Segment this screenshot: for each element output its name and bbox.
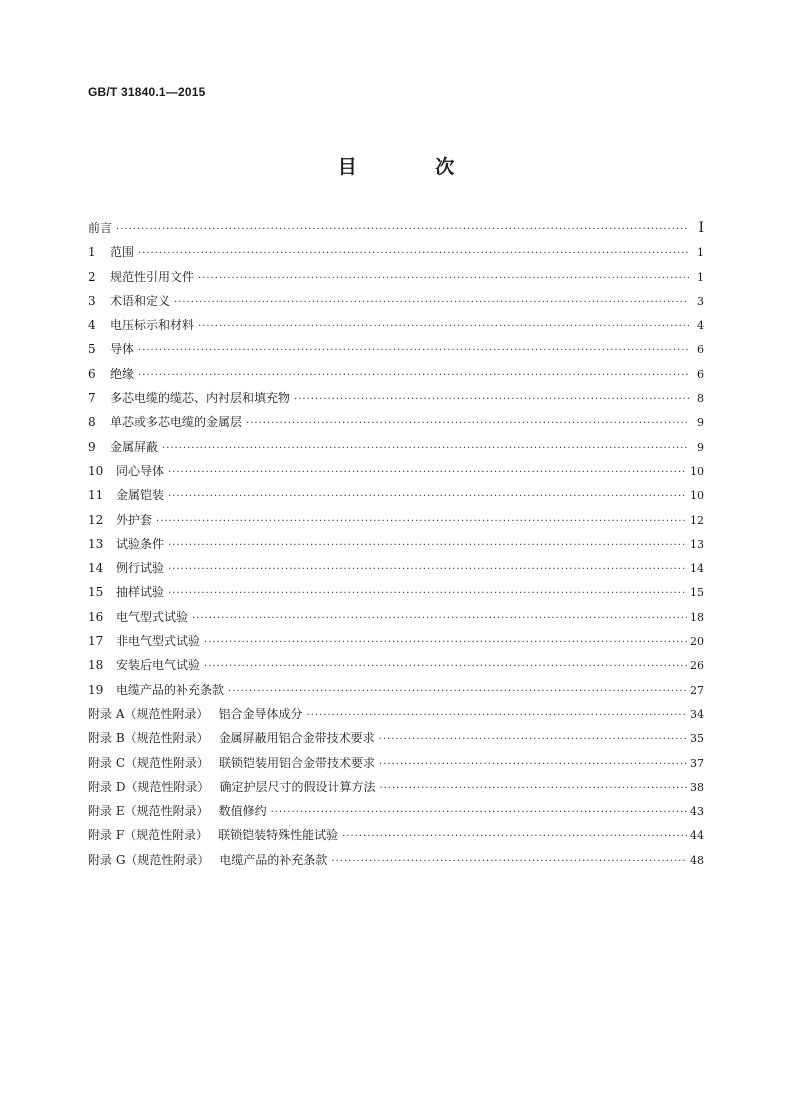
toc-entry[interactable]: [88, 265, 704, 289]
toc-entry-page: 6: [697, 343, 704, 357]
toc-leader-dots: [307, 704, 688, 728]
toc-entry-label: [88, 823, 338, 847]
toc-entry-title: 电缆产品的补充条款: [219, 852, 328, 867]
toc-entry[interactable]: [88, 337, 704, 361]
toc-leader-dots: [192, 607, 687, 631]
toc-leader-dots: [228, 680, 687, 704]
toc-leader-dots: [204, 631, 687, 655]
toc-entry[interactable]: [88, 605, 704, 629]
toc-entry-title: 电压标示和材料: [110, 318, 195, 333]
toc-entry-number: 9: [88, 439, 96, 454]
toc-entry-page: 12: [690, 513, 704, 527]
toc-leader-dots: [294, 388, 689, 412]
toc-entry-number: 4: [88, 318, 96, 333]
toc-entry-number: 16: [88, 609, 104, 624]
toc-entry-title: 外护套: [116, 512, 153, 527]
toc-entry-page: 37: [690, 756, 704, 770]
toc-entry-label: [88, 726, 375, 750]
toc-entry-number: 14: [88, 561, 104, 576]
toc-entry-page: 6: [697, 367, 704, 381]
toc-entry[interactable]: [88, 556, 704, 580]
toc-leader-dots: [379, 753, 687, 777]
toc-entry-label: [88, 580, 164, 604]
toc-entry-label: [88, 386, 290, 410]
toc-entry-page: 4: [697, 319, 704, 333]
toc-entry[interactable]: [88, 532, 704, 556]
toc-entry-number: 19: [88, 682, 104, 697]
toc-leader-dots: [342, 825, 687, 849]
toc-leader-dots: [331, 850, 687, 874]
toc-entry-page: 13: [690, 537, 704, 551]
toc-entry-title: 金属屏蔽: [110, 439, 159, 454]
toc-entry-page: 35: [690, 732, 704, 746]
toc-entry-title: 导体: [110, 342, 135, 357]
toc-entry-number: 附录 D（规范性附录）: [88, 779, 210, 794]
toc-entry-page: 18: [690, 610, 704, 624]
toc-entry-page: 26: [690, 659, 704, 673]
toc-leader-dots: [156, 510, 687, 534]
toc-entry-page: 1: [697, 246, 704, 260]
toc-entry[interactable]: [88, 678, 704, 702]
toc-entry[interactable]: [88, 459, 704, 483]
toc-entry-page: 9: [697, 440, 704, 454]
toc-leader-dots: [246, 412, 689, 436]
toc-entry-label: [88, 483, 164, 507]
toc-leader-dots: [379, 777, 687, 801]
toc-entry[interactable]: [88, 483, 704, 507]
toc-entry[interactable]: [88, 653, 704, 677]
toc-entry[interactable]: [88, 726, 704, 750]
toc-entry-title: 联锁铠装用铝合金带技术要求: [219, 755, 376, 770]
toc-leader-dots: [116, 218, 689, 242]
toc-leader-dots: [198, 315, 689, 339]
toc-entry-page: 15: [690, 586, 704, 600]
toc-leader-dots: [271, 801, 687, 825]
toc-entry-title: 规范性引用文件: [110, 269, 195, 284]
toc-leader-dots: [204, 655, 687, 679]
toc-entry-title: 非电气型式试验: [116, 634, 201, 649]
toc-entry-label: [88, 459, 164, 483]
toc-entry-page: 44: [690, 829, 704, 843]
toc-leader-dots: [168, 461, 687, 485]
toc-entry-number: 6: [88, 366, 96, 381]
toc-leader-dots: [168, 558, 687, 582]
toc-entry-page: 20: [690, 635, 704, 649]
toc-entry-page: 9: [697, 416, 704, 430]
toc-entry-number: 8: [88, 415, 96, 430]
toc-entry-title: 安装后电气试验: [116, 658, 201, 673]
toc-entry-label: [88, 410, 242, 434]
toc-entry-title: 数值修约: [218, 804, 267, 819]
toc-entry[interactable]: [88, 580, 704, 604]
toc-entry-title: 金属铠装: [116, 488, 165, 503]
toc-entry-label: [88, 289, 170, 313]
toc-entry-number: 5: [88, 342, 96, 357]
toc-entry-title: 电气型式试验: [116, 609, 189, 624]
toc-entry-number: 2: [88, 269, 96, 284]
toc-entry-title: 金属屏蔽用铝合金带技术要求: [218, 731, 375, 746]
toc-leader-dots: [174, 291, 689, 315]
toc-entry[interactable]: [88, 216, 704, 240]
toc-entry-title: 同心导体: [116, 463, 165, 478]
toc-entry-label: [88, 799, 267, 823]
toc-entry-number: 15: [88, 585, 104, 600]
toc-entry-page: 3: [697, 294, 704, 308]
toc-entry-number: 1: [88, 245, 96, 260]
toc-entry-label: [88, 435, 158, 459]
toc-entry[interactable]: [88, 799, 704, 823]
toc-leader-dots: [168, 485, 687, 509]
toc-entry-title: 试验条件: [116, 536, 165, 551]
toc-entry[interactable]: [88, 508, 704, 532]
toc-entry-number: 10: [88, 463, 104, 478]
toc-leader-dots: [168, 582, 687, 606]
toc-entry-title: 联锁铠装特殊性能试验: [218, 828, 339, 843]
toc-entry-label: [88, 508, 152, 532]
toc-entry[interactable]: [88, 848, 704, 872]
toc-entry-title: 铝合金导体成分: [218, 706, 303, 721]
toc-entry-label: [88, 848, 327, 872]
toc-entry[interactable]: [88, 362, 704, 386]
toc-entry[interactable]: [88, 410, 704, 434]
toc-entry[interactable]: [88, 751, 704, 775]
toc-entry[interactable]: [88, 823, 704, 847]
toc-entry-label: [88, 240, 134, 264]
toc-leader-dots: [168, 534, 687, 558]
toc-entry-number: 附录 E（规范性附录）: [88, 804, 209, 819]
toc-entry-page: 38: [690, 780, 704, 794]
toc-entry-title: 抽样试验: [116, 585, 165, 600]
toc-entry-label: [88, 653, 200, 677]
toc-entry-title: 单芯或多芯电缆的金属层: [110, 415, 243, 430]
toc-list: [88, 216, 704, 872]
toc-entry-page: Ⅰ: [698, 220, 704, 236]
toc-entry[interactable]: [88, 775, 704, 799]
toc-entry-number: 附录 A（规范性附录）: [88, 706, 209, 721]
toc-entry-page: 10: [690, 489, 704, 503]
toc-leader-dots: [138, 364, 689, 388]
toc-entry-label: [88, 265, 194, 289]
toc-entry-label: [88, 556, 164, 580]
toc-entry[interactable]: [88, 240, 704, 264]
toc-entry-title: 例行试验: [116, 561, 165, 576]
toc-entry-title: 范围: [110, 245, 135, 260]
toc-entry-title: 多芯电缆的缆芯、内衬层和填充物: [110, 391, 291, 406]
toc-entry-page: 8: [697, 392, 704, 406]
toc-entry-page: 27: [690, 683, 704, 697]
toc-entry-number: 附录 B（规范性附录）: [88, 731, 209, 746]
toc-entry[interactable]: [88, 289, 704, 313]
toc-entry-number: 11: [88, 488, 104, 503]
toc-entry-label: [88, 216, 112, 240]
toc-entry[interactable]: [88, 386, 704, 410]
toc-entry-number: 3: [88, 293, 96, 308]
toc-entry-label: [88, 313, 194, 337]
toc-entry-label: [88, 532, 164, 556]
toc-entry-number: 18: [88, 658, 104, 673]
toc-entry-label: [88, 362, 134, 386]
toc-entry-label: [88, 337, 134, 361]
toc-entry-page: 14: [690, 562, 704, 576]
toc-entry-label: [88, 629, 200, 653]
toc-leader-dots: [198, 267, 689, 291]
toc-entry-label: [88, 678, 224, 702]
toc-entry-title: 前言: [88, 221, 113, 235]
toc-entry-page: 34: [690, 707, 704, 721]
toc-entry-label: [88, 702, 303, 726]
toc-entry-number: 附录 G（规范性附录）: [88, 852, 210, 867]
toc-entry-page: 43: [690, 805, 704, 819]
toc-leader-dots: [379, 728, 687, 752]
toc-entry-label: [88, 775, 375, 799]
toc-entry-page: 48: [690, 853, 704, 867]
toc-entry-page: 1: [697, 270, 704, 284]
toc-entry-number: 13: [88, 536, 104, 551]
toc-entry-number: 17: [88, 634, 104, 649]
toc-entry-label: [88, 605, 188, 629]
toc-entry[interactable]: [88, 629, 704, 653]
toc-entry-number: 7: [88, 391, 96, 406]
toc-entry-number: 附录 F（规范性附录）: [88, 828, 209, 843]
toc-entry-title: 电缆产品的补充条款: [116, 682, 225, 697]
toc-leader-dots: [162, 437, 689, 461]
toc-entry[interactable]: [88, 313, 704, 337]
toc-leader-dots: [138, 242, 689, 266]
toc-entry-number: 12: [88, 512, 104, 527]
toc-entry-page: 10: [690, 464, 704, 478]
toc-entry-title: 确定护层尺寸的假设计算方法: [219, 779, 376, 794]
toc-entry[interactable]: [88, 435, 704, 459]
toc-entry-title: 术语和定义: [110, 293, 171, 308]
toc-entry-label: [88, 751, 375, 775]
toc-leader-dots: [138, 339, 689, 363]
toc-title: 目 次: [337, 156, 491, 178]
toc-entry-title: 绝缘: [110, 366, 135, 381]
standard-code: GB/T 31840.1—2015: [88, 85, 206, 99]
toc-entry[interactable]: [88, 702, 704, 726]
toc-entry-number: 附录 C（规范性附录）: [88, 755, 209, 770]
